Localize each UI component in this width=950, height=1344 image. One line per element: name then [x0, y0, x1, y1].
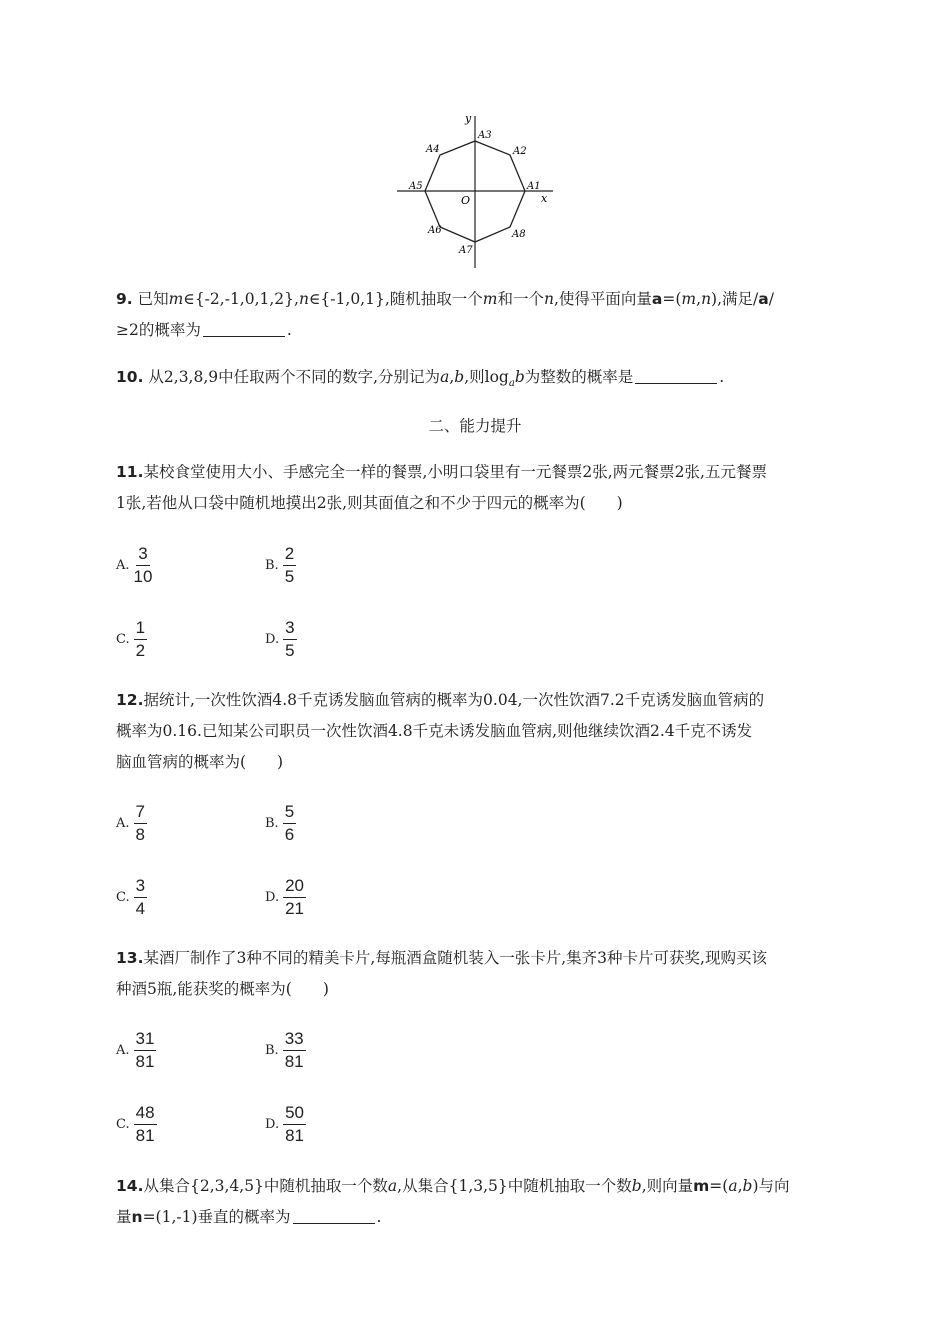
point-label-a4: A4	[426, 144, 440, 155]
answer-blank[interactable]	[635, 367, 717, 384]
q12-option-c[interactable]: C. $\frac{3}{4}$	[116, 876, 146, 918]
q9-line1: 9. 已知m∈{-2,-1,0,1,2},n∈{-1,0,1},随机抽取一个m和一个n,使得平面向量a=(m,n),满足/a/	[116, 290, 774, 308]
point-label-a1: A1	[527, 181, 541, 192]
question-12: 12.据统计,一次性饮酒4.8千克诱发脑血管病的概率为0.04,一次性饮酒7.2千克诱发脑血管病的 概率为0.16.已知某公司职员一次性饮酒4.8千克未诱发脑血管病,则他继续饮酒2.4千克不诱发 脑血管病的概率为( )	[116, 691, 765, 771]
point-label-a8: A8	[512, 229, 526, 240]
question-9	[116, 284, 846, 346]
q10-number: 10.	[116, 368, 144, 386]
q13-option-d[interactable]: D. $\frac{50}{81}$	[265, 1103, 305, 1145]
q12-number: 12.	[116, 691, 144, 709]
question-13: 13.某酒厂制作了3种不同的精美卡片,每瓶酒盒随机装入一张卡片,集齐3种卡片可获奖,现购买该 种酒5瓶,能获奖的概率为( )	[116, 949, 767, 998]
origin-label: O	[461, 194, 471, 207]
q9-line2: ≥2的概率为 .	[116, 321, 292, 339]
q11-option-a[interactable]: A. $\frac{3}{10}$	[116, 544, 153, 586]
q12-option-b[interactable]: B. $\frac{5}{6}$	[265, 802, 295, 844]
point-label-a3: A3	[478, 130, 492, 141]
q13-option-a[interactable]: A. $\frac{31}{81}$	[116, 1029, 155, 1071]
q13-option-b[interactable]: B. $\frac{33}{81}$	[265, 1029, 304, 1071]
q14-number: 14.	[116, 1177, 144, 1195]
q11-option-b[interactable]: B. $\frac{2}{5}$	[265, 544, 295, 586]
x-axis-label: x	[541, 192, 548, 205]
question-11: 11.某校食堂使用大小、手感完全一样的餐票,小明口袋里有一元餐票2张,两元餐票2张,五元餐票 1张,若他从口袋中随机地摸出2张,则其面值之和不少于四元的概率为( )	[116, 463, 767, 512]
y-axis-label: y	[465, 112, 472, 125]
point-label-a2: A2	[513, 146, 527, 157]
question-14: 14.从集合{2,3,4,5}中随机抽取一个数a,从集合{1,3,5}中随机抽取一个数b,则向量m=(a,b)与向 量n=(1,-1)垂直的概率为 .	[116, 1177, 790, 1226]
q11-option-c[interactable]: C. $\frac{1}{2}$	[116, 618, 146, 660]
q13-number: 13.	[116, 949, 144, 967]
point-label-a5: A5	[409, 181, 423, 192]
q9-number: 9.	[116, 290, 133, 308]
point-label-a6: A6	[428, 225, 442, 236]
answer-blank[interactable]	[203, 320, 285, 337]
q12-option-d[interactable]: D. $\frac{20}{21}$	[265, 876, 305, 918]
q13-option-c[interactable]: C. $\frac{48}{81}$	[116, 1103, 155, 1145]
q11-option-d[interactable]: D. $\frac{3}{5}$	[265, 618, 295, 660]
octagon-diagram	[395, 108, 565, 273]
point-label-a7: A7	[459, 245, 473, 256]
section-heading: 二、能力提升	[428, 417, 522, 435]
answer-blank[interactable]	[293, 1207, 375, 1224]
q11-number: 11.	[116, 463, 144, 481]
octagon-figure	[395, 108, 565, 273]
q12-option-a[interactable]: A. $\frac{7}{8}$	[116, 802, 145, 844]
question-10: 10. 从2,3,8,9中任取两个不同的数字,分别记为a,b,则$\log_ab$为整数的概率是 .	[116, 368, 725, 390]
